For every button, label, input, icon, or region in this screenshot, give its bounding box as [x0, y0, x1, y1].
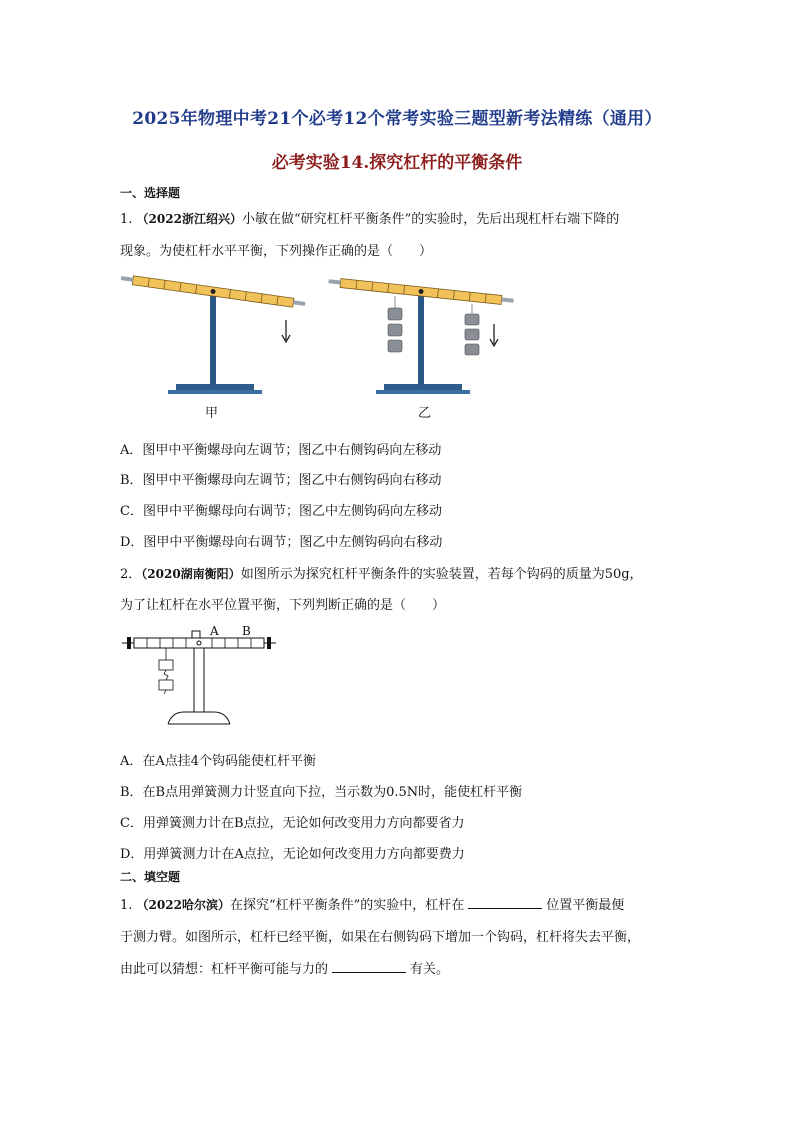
q2-option-d: D．用弹簧测力计在A点拉，无论如何改变用力方向都要费力	[120, 847, 465, 862]
q2-point-a-label: A	[210, 624, 219, 638]
q2-option-a: A．在A点挂4个钩码能使杠杆平衡	[120, 754, 317, 769]
section-heading-fill: 二、填空题	[120, 870, 181, 884]
q2-option-c: C．用弹簧测力计在B点拉，无论如何改变用力方向都要省力	[120, 816, 465, 831]
q1-figure-b-label: 乙	[418, 406, 432, 421]
page-subtitle: 必考实验14.探究杠杆的平衡条件	[271, 153, 523, 173]
q3-line-1	[120, 894, 624, 913]
q3-number: 1.	[120, 898, 133, 913]
page-title: 2025年物理中考21个必考12个常考实验三题型新考法精练（通用）	[132, 109, 662, 129]
q2-line-2: 为了让杠杆在水平位置平衡，下列判断正确的是（ ）	[120, 598, 446, 613]
left-weights	[388, 296, 402, 352]
q3-text-1b: 位置平衡最便	[546, 898, 625, 913]
right-weights	[465, 304, 479, 355]
stand-pole	[210, 290, 216, 386]
q2-number: 2．	[120, 567, 142, 582]
q3-line-2: 于测力臂。如图所示，杠杆已经平衡，如果在右侧钩码下增加一个钩码，杠杆将失去平衡，	[120, 930, 641, 945]
q3-line-3	[120, 958, 449, 977]
q1-figure-b	[326, 268, 526, 398]
q2-source: （2020湖南衡阳）	[141, 567, 241, 581]
q3-source: （2022哈尔滨）	[136, 898, 230, 912]
section-heading-choice: 一、选择题	[120, 186, 181, 200]
q2-figure	[120, 626, 280, 730]
q2-option-b: B．在B点用弹簧测力计竖直向下拉，当示数为0.5N时，能使杠杆平衡	[120, 785, 523, 800]
q1-option-d: D．图甲中平衡螺母向右调节；图乙中左侧钩码向右移动	[120, 535, 443, 550]
q2-point-b-label: B	[242, 624, 251, 638]
q1-option-b: B．图甲中平衡螺母向左调节；图乙中右侧钩码向右移动	[120, 473, 442, 488]
q3-blank-2[interactable]	[332, 960, 406, 973]
q3-text-3a: 由此可以猜想：杠杆平衡可能与力的	[120, 962, 329, 977]
q3-blank-1[interactable]	[468, 896, 542, 909]
q1-option-a: A．图甲中平衡螺母向左调节；图乙中右侧钩码向左移动	[120, 443, 442, 458]
q1-line-2: 现象。为使杠杆水平平衡，下列操作正确的是（ ）	[120, 244, 433, 259]
q3-text-1a: 在探究“杠杆平衡条件”的实验中，杠杆在	[229, 898, 465, 913]
q1-source: （2022浙江绍兴）	[136, 212, 242, 226]
q3-text-3b: 有关。	[410, 962, 450, 977]
q1-line-1	[120, 208, 619, 227]
q1-number: 1.	[120, 212, 133, 227]
q1-option-c: C．图甲中平衡螺母向右调节；图乙中左侧钩码向左移动	[120, 504, 442, 519]
q1-figure-a-label: 甲	[205, 406, 219, 421]
q1-text-1: 小敏在做“研究杠杆平衡条件”的实验时，先后出现杠杆右端下降的	[241, 212, 620, 227]
q1-figure-a	[118, 268, 318, 398]
q2-line-1	[120, 563, 643, 582]
q2-weights	[159, 648, 173, 694]
q2-text-1: 如图所示为探究杠杆平衡条件的实验装置，若每个钩码的质量为50g，	[240, 567, 643, 582]
